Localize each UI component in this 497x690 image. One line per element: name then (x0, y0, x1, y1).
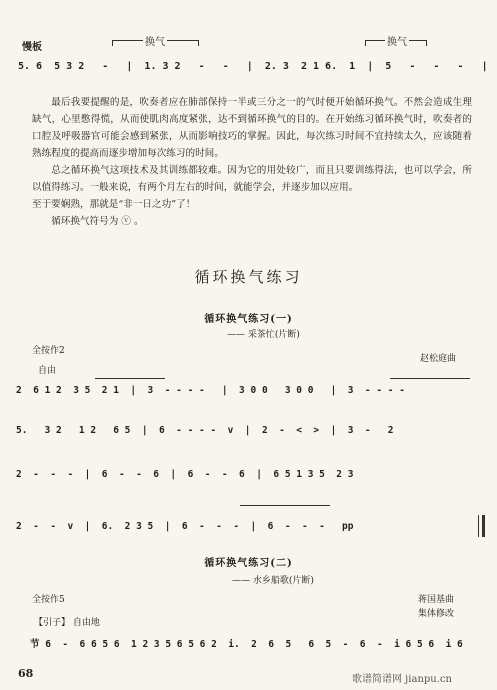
exercise2-row: 节 6 - 6 6 5 6 1 2 3 5 6 5 6 2 i. 2 6 5 6 5 - 6 - i 6 5 6 i 6 (30, 639, 463, 650)
tempo-label: 慢板 (22, 42, 42, 53)
breath-label-2: 换气 (385, 33, 409, 48)
tie-line (240, 505, 330, 506)
breath-label-1: 换气 (143, 33, 167, 48)
paragraph-3: 至于要娴熟，那就是“非一日之功”了！ (32, 199, 196, 210)
exercise1-row-2: 5. 3 2 1 2 6 5 | 6 - - - - v | 2 - < > | 3 - 2 (16, 425, 394, 436)
exercise1-row-3: 2 - - - | 6 - - 6 | 6 - - 6 | 6 5 1 3 5 2 3 (16, 469, 354, 480)
exercise1-composer: 赵松庭曲 (420, 354, 457, 364)
final-barline-thick (482, 515, 485, 537)
exercise1-tempo: 自由 (38, 366, 57, 376)
exercise1-subtitle: —— 采茶忙(片断) (227, 330, 300, 340)
page-number: 68 (18, 667, 34, 680)
exercise2-composer-2: 集体修改 (418, 609, 455, 619)
exercise2-title: 循环换气练习(二) (204, 558, 293, 569)
tie-line (390, 378, 470, 379)
exercise2-key: 全按作5 (32, 595, 65, 605)
paragraph-1: 最后我要提醒的是，吹奏者应在肺部保持一半或三分之一的气时便开始循环换气。不然会造成生理缺气，心里憋得慌，从而使肌肉高度紧张，达不到循环换气的目的。在开始练习循环换气时，吹奏者的口腔及呼吸器官可能会感到紧张，从而影响技巧的掌握。因此，每次练习时间不宜持续太久，应该随着熟练程度的提高而逐步增加每次练习的时间。 (32, 97, 472, 159)
exercise2-composer-1: 蒋国基曲 (418, 595, 455, 605)
final-barline (478, 515, 479, 537)
exercise1-row-4: 2 - - v | 6. 2 3 5 | 6 - - - | 6 - - - pp (16, 521, 354, 532)
exercise2-subtitle: —— 水乡船歌(片断) (232, 576, 314, 586)
paragraph-4: 循环换气符号为 ⓥ 。 (51, 216, 144, 227)
exercise2-intro: 【引子】 自由地 (34, 618, 100, 628)
exercise1-row-1: 2 6 1 2 3 5 2 1 | 3 - - - - | 3 0 0 3 0 0 | 3 - - - - (16, 385, 405, 396)
exercise1-key: 全按作2 (32, 346, 65, 356)
top-score-notes: 5. 6 5 3 2 - | 1. 3 2 - - | 2. 3 2 1 6. 1 | 5 - - - | (18, 61, 488, 72)
exercise1-title: 循环换气练习(一) (204, 314, 293, 325)
body-text (32, 94, 472, 230)
section-title: 循环换气练习 (194, 268, 303, 286)
tie-line (95, 378, 165, 379)
paragraph-2: 总之循环换气这项技术及其训练都较难。因为它的用处较广，而且只要训练得法，也可以学会，所以值得练习。一般来说，有两个月左右的时间，就能学会，并逐步加以应用。 (32, 165, 472, 193)
watermark: 歌谱简谱网 jianpu.cn (352, 674, 452, 685)
